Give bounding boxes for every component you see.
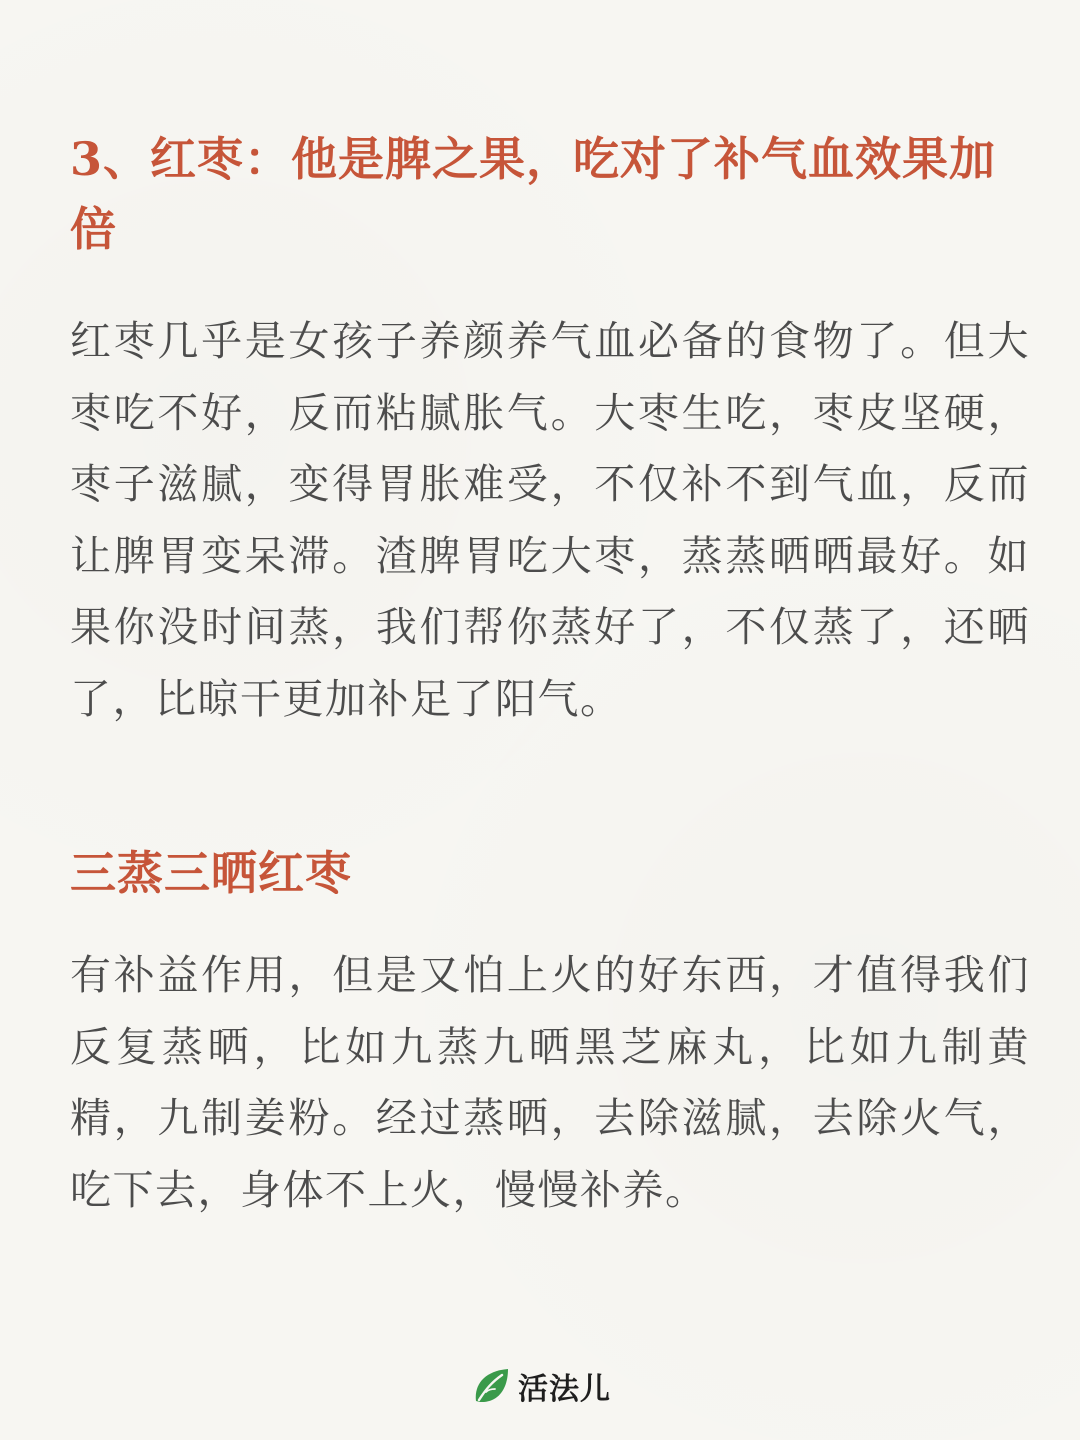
article-title: 3、红枣：他是脾之果，吃对了补气血效果加倍 xyxy=(70,132,997,256)
leaf-icon xyxy=(470,1365,512,1407)
brand-logo xyxy=(470,1360,611,1412)
section-subtitle: 三蒸三晒红枣 xyxy=(70,846,352,900)
article-paragraph-1: 红枣几乎是女孩子养颜养气血必备的食物了。但大枣吃不好，反而粘腻胀气。大枣生吃，枣皮坚硬，枣子滋腻，变得胃胀难受，不仅补不到气血，反而让脾胃变呆滞。渣脾胃吃大枣，蒸蒸晒晒最好。如果你没时间蒸，我们帮你蒸好了，不仅蒸了，还晒了，比晾干更加补足了阳气。 xyxy=(70,317,1030,723)
article-paragraph-2: 有补益作用，但是又怕上火的好东西，才值得我们反复蒸晒，比如九蒸九晒黑芝麻丸，比如九制黄精，九制姜粉。经过蒸晒，去除滋腻，去除火气，吃下去，身体不上火，慢慢补养。 xyxy=(70,951,1030,1214)
brand-name: 活法儿 xyxy=(518,1372,611,1407)
